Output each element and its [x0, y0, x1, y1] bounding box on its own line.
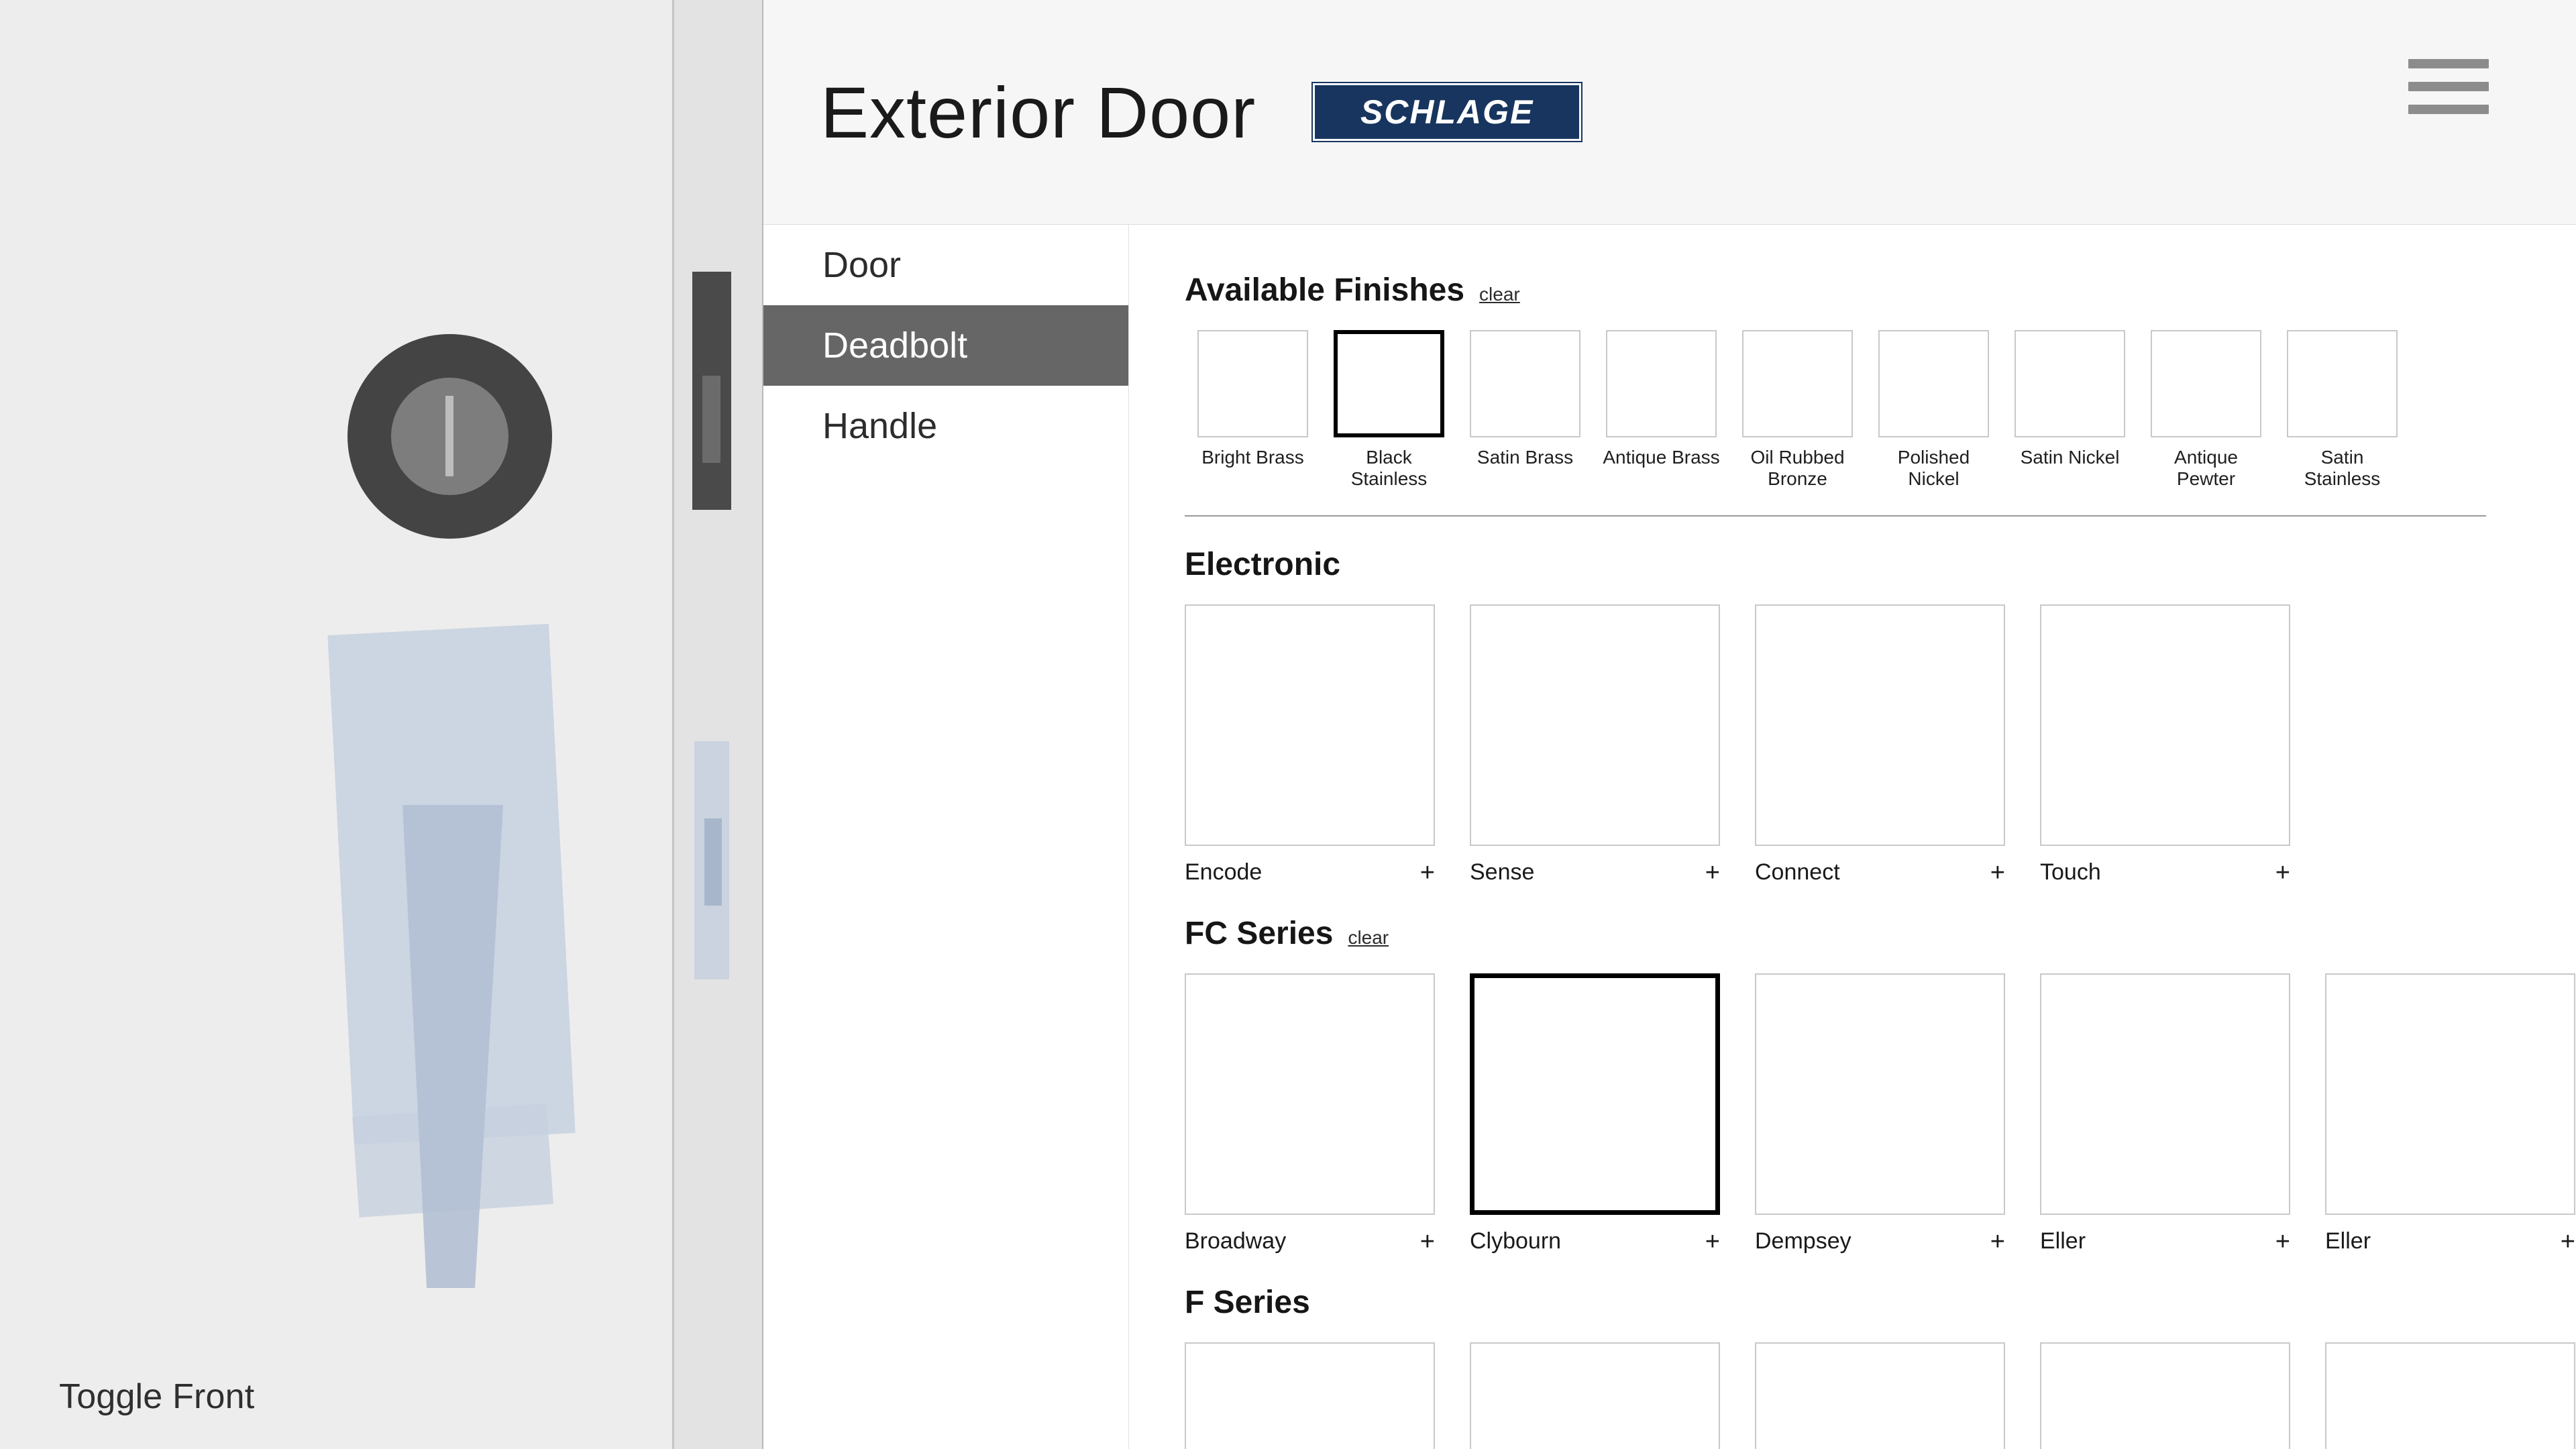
- product-image: [2325, 1342, 2575, 1449]
- nav-item-deadbolt[interactable]: [763, 305, 1128, 386]
- finishes-title: Available Finishes: [1185, 272, 1465, 308]
- product-add-icon[interactable]: +: [1705, 1227, 1720, 1256]
- product-meta: [1470, 1228, 1720, 1254]
- product-option-clybourn[interactable]: [1470, 973, 1755, 1254]
- f-series-row: [1185, 1342, 2576, 1449]
- product-image: [2040, 1342, 2290, 1449]
- category-nav: [763, 225, 1129, 1449]
- product-add-icon[interactable]: +: [1990, 858, 2005, 887]
- finish-option-antique-brass[interactable]: [1593, 330, 1729, 490]
- finish-label: Satin Nickel: [2020, 447, 2120, 468]
- product-label: Sense: [1470, 859, 1535, 885]
- product-meta: [2325, 1228, 2575, 1254]
- product-add-icon[interactable]: +: [2275, 858, 2290, 887]
- fc-series-section: [1185, 915, 2576, 1254]
- nav-item-door[interactable]: [763, 225, 1128, 305]
- hamburger-bar-1: [2408, 59, 2489, 68]
- product-image: [1470, 973, 1720, 1215]
- product-image: [1470, 1342, 1720, 1449]
- door-edge: [674, 0, 763, 1449]
- finish-swatch: [1878, 330, 1989, 437]
- fc-series-row: [1185, 973, 2576, 1254]
- product-option-sense[interactable]: [1470, 604, 1755, 885]
- product-option-f-1[interactable]: [1185, 1342, 1470, 1449]
- product-label: Connect: [1755, 859, 1840, 885]
- product-add-icon[interactable]: +: [1419, 858, 1435, 887]
- product-option-f-3[interactable]: [1755, 1342, 2040, 1449]
- f-series-title: F Series: [1185, 1285, 1310, 1321]
- product-add-icon[interactable]: +: [1705, 858, 1720, 887]
- product-option-f-4[interactable]: [2040, 1342, 2325, 1449]
- body: [763, 225, 2576, 1449]
- product-option-encode[interactable]: [1185, 604, 1470, 885]
- product-option-touch[interactable]: [2040, 604, 2325, 885]
- hamburger-bar-2: [2408, 82, 2489, 91]
- f-series-section: [1185, 1284, 2576, 1449]
- product-image: [1755, 604, 2005, 846]
- electronic-section: [1185, 546, 2576, 885]
- product-option-eller-2[interactable]: [2325, 973, 2576, 1254]
- product-image: [1185, 1342, 1435, 1449]
- product-image: [1755, 973, 2005, 1215]
- deadbolt-thumbturn-slot: [445, 396, 453, 476]
- product-label: Touch: [2040, 859, 2101, 885]
- finish-swatch: [1334, 330, 1444, 437]
- product-label: Encode: [1185, 859, 1263, 885]
- product-option-f-5[interactable]: [2325, 1342, 2576, 1449]
- finishes-header: [1185, 272, 2576, 309]
- product-add-icon[interactable]: +: [2275, 1227, 2290, 1256]
- hamburger-bar-3: [2408, 105, 2489, 114]
- product-meta: [1185, 1228, 1435, 1254]
- finishes-clear-link[interactable]: clear: [1479, 284, 1520, 305]
- nav-item-door-label: Door: [822, 245, 902, 285]
- finish-swatch: [2287, 330, 2398, 437]
- finish-option-satin-stainless[interactable]: [2274, 330, 2410, 490]
- finish-label: Satin Brass: [1477, 447, 1574, 468]
- product-option-eller-1[interactable]: [2040, 973, 2325, 1254]
- electronic-row: [1185, 604, 2576, 885]
- door-preview-pane[interactable]: [0, 0, 763, 1449]
- section-divider: [1185, 515, 2486, 517]
- finishes-row: [1185, 330, 2576, 490]
- schlage-logo: [1313, 83, 1581, 141]
- deadbolt-strike-bore: [702, 376, 720, 463]
- product-add-icon[interactable]: +: [1990, 1227, 2005, 1256]
- f-series-header: [1185, 1284, 2576, 1321]
- finish-option-satin-brass[interactable]: [1457, 330, 1593, 490]
- product-image: [1470, 604, 1720, 846]
- product-option-broadway[interactable]: [1185, 973, 1470, 1254]
- product-image: [2325, 973, 2575, 1215]
- product-label: Broadway: [1185, 1228, 1287, 1254]
- product-add-icon[interactable]: +: [1419, 1227, 1435, 1256]
- options-content: [1129, 225, 2576, 1449]
- finish-option-black-stainless[interactable]: [1321, 330, 1457, 490]
- finish-swatch: [2015, 330, 2125, 437]
- product-label: Eller: [2040, 1228, 2086, 1254]
- finish-label: Bright Brass: [1201, 447, 1304, 468]
- finish-label: Oil Rubbed Bronze: [1750, 447, 1845, 490]
- product-add-icon[interactable]: +: [2560, 1227, 2575, 1256]
- product-option-f-2[interactable]: [1470, 1342, 1755, 1449]
- finish-label: Black Stainless: [1350, 447, 1428, 490]
- product-meta: [1755, 859, 2005, 885]
- product-label: Clybourn: [1470, 1228, 1562, 1254]
- page-title: Exterior Door: [820, 71, 1256, 153]
- hamburger-menu-icon[interactable]: [2408, 59, 2489, 114]
- finish-option-satin-nickel[interactable]: [2002, 330, 2138, 490]
- toggle-front-button[interactable]: Toggle Front: [59, 1377, 255, 1416]
- configurator-pane: [763, 0, 2576, 1449]
- product-meta: [1185, 859, 1435, 885]
- finish-option-polished-nickel[interactable]: [1866, 330, 2002, 490]
- nav-item-deadbolt-label: Deadbolt: [822, 325, 968, 366]
- finish-label: Antique Brass: [1603, 447, 1720, 468]
- finish-swatch: [1606, 330, 1717, 437]
- finish-swatch: [1470, 330, 1580, 437]
- product-label: Eller: [2325, 1228, 2371, 1254]
- product-image: [1185, 973, 1435, 1215]
- finish-option-oil-rubbed-bronze[interactable]: [1729, 330, 1866, 490]
- finish-label: Antique Pewter: [2174, 447, 2238, 490]
- fc-series-header: [1185, 915, 2576, 952]
- header: [763, 0, 2576, 225]
- electronic-header: [1185, 546, 2576, 583]
- fc-series-clear-link[interactable]: clear: [1348, 927, 1389, 949]
- product-image: [2040, 973, 2290, 1215]
- finish-swatch: [2151, 330, 2261, 437]
- finish-label: Satin Stainless: [2304, 447, 2381, 490]
- fc-series-title: FC Series: [1185, 916, 1334, 952]
- product-option-dempsey[interactable]: [1755, 973, 2040, 1254]
- product-option-connect[interactable]: [1755, 604, 2040, 885]
- finish-swatch: [1742, 330, 1853, 437]
- finish-option-bright-brass[interactable]: [1185, 330, 1321, 490]
- product-meta: [2040, 859, 2290, 885]
- product-image: [1185, 604, 1435, 846]
- finish-label: Polished Nickel: [1897, 447, 1970, 490]
- finish-option-antique-pewter[interactable]: [2138, 330, 2274, 490]
- product-meta: [1755, 1228, 2005, 1254]
- product-meta: [1470, 859, 1720, 885]
- latch-strike-bore: [704, 818, 722, 906]
- nav-item-handle[interactable]: [763, 386, 1128, 466]
- finish-swatch: [1197, 330, 1308, 437]
- schlage-logo-text: SCHLAGE: [1360, 93, 1534, 131]
- product-label: Dempsey: [1755, 1228, 1851, 1254]
- electronic-title: Electronic: [1185, 547, 1341, 583]
- product-meta: [2040, 1228, 2290, 1254]
- nav-item-handle-label: Handle: [822, 406, 938, 446]
- product-image: [1755, 1342, 2005, 1449]
- product-image: [2040, 604, 2290, 846]
